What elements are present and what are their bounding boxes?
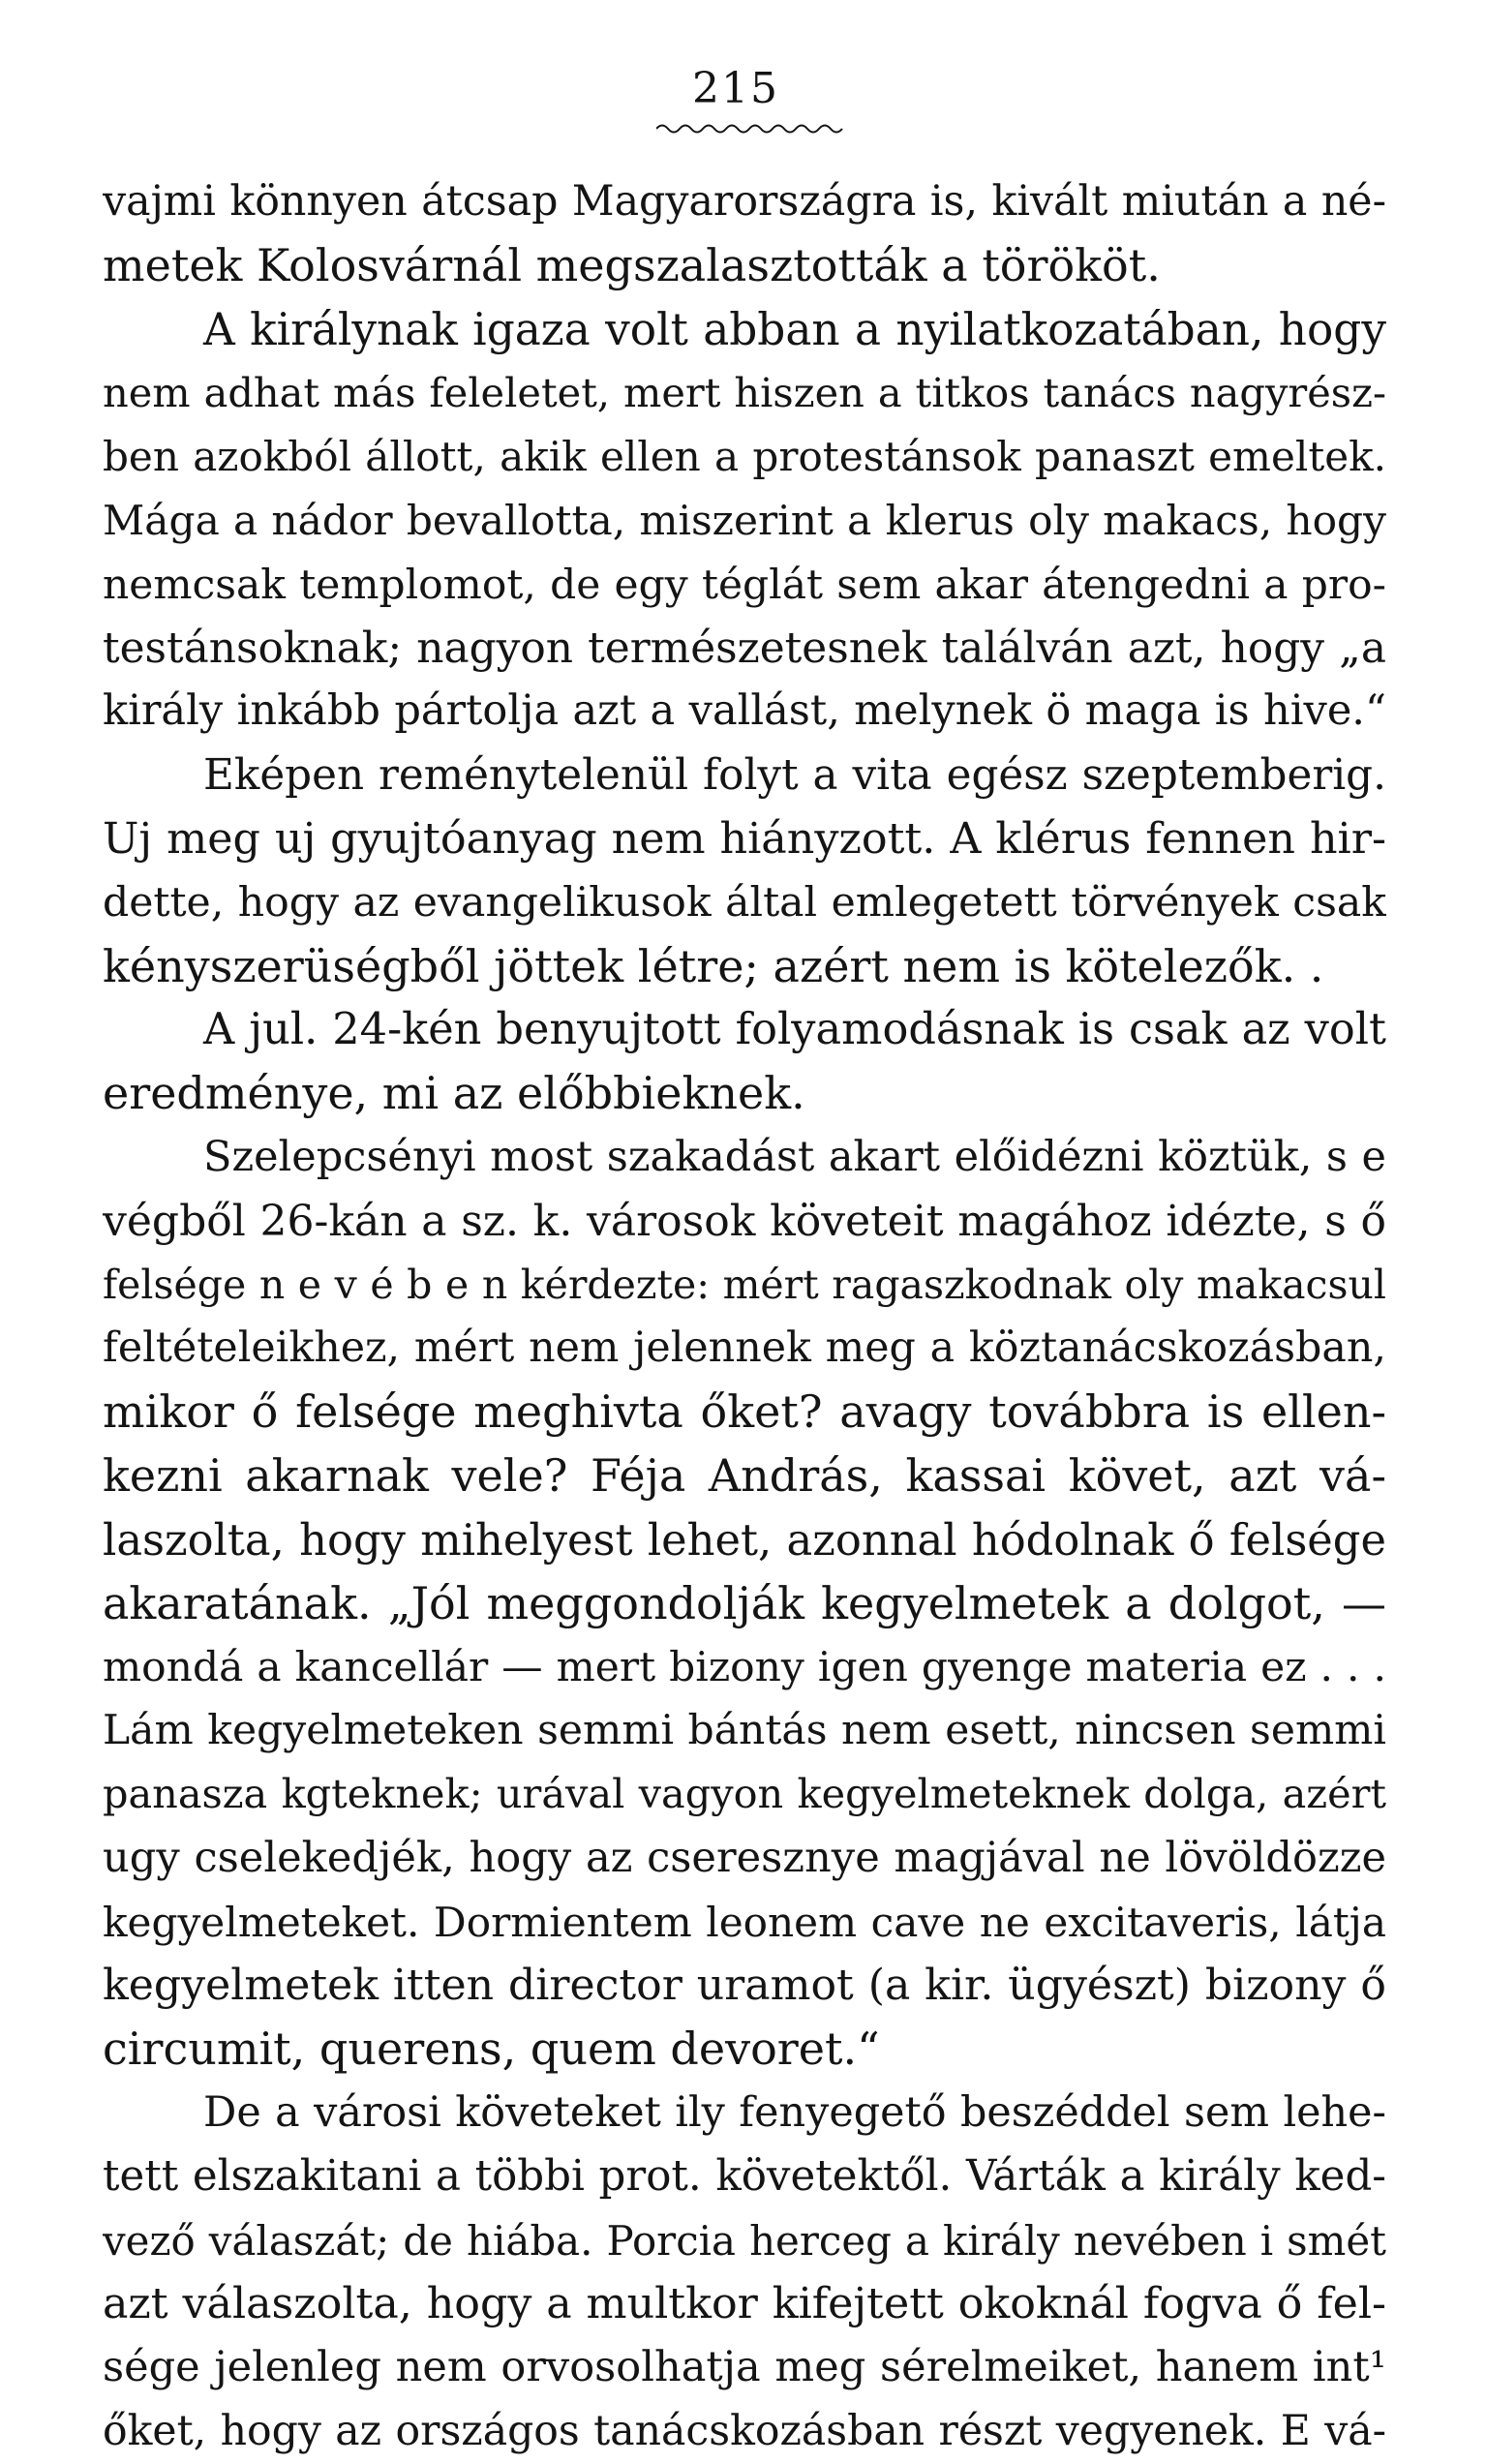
text-line: eredménye, mi az előbbieknek.	[103, 1067, 805, 1120]
text-line: A királynak igaza volt abban a nyilatkozatában, hogy	[203, 303, 1386, 355]
text-line: kényszerüségből jöttek létre; azért nem is kötelezők. .	[103, 939, 1324, 992]
text-line: laszolta, hogy mihelyest lehet, azonnal hódolnak ő felsége	[103, 1513, 1386, 1566]
text-line: circumit, querens, quem devoret.“	[103, 2023, 880, 2076]
text-line: nemcsak templomot, de egy téglát sem akar átengedni a pro-	[103, 560, 1386, 608]
text-line: őket, hogy az országos tanácskozásban részt vegyenek. E vá-	[103, 2406, 1386, 2455]
text-line: felsége n e v é b e n kérdezte: mért ragaszkodnak oly makacsul	[103, 1261, 1386, 1308]
text-line: vező válaszát; de hiába. Porcia herceg a király nevében i smét	[103, 2216, 1386, 2265]
text-line: A jul. 24-kén benyujtott folyamodásnak is csak az volt	[203, 1004, 1386, 1055]
text-line: vajmi könnyen átcsap Magyarországra is, kivált miután a né-	[103, 177, 1386, 226]
text-line: nem adhat más feleletet, mert hiszen a titkos tanács nagyrész-	[103, 369, 1386, 417]
text-line: mondá a kancellár — mert bizony igen gyenge materia ez . . .	[103, 1643, 1386, 1691]
text-line: sége jelenleg nem orvosolhatja meg sérelmeiket, hanem int¹	[103, 2343, 1386, 2392]
text-line: ugy cselekedjék, hogy az cseresznye magjával ne lövöldözze	[103, 1833, 1386, 1882]
text-line: kegyelmeteket. Dormientem leonem cave ne excitaveris, látja	[103, 1898, 1386, 1946]
text-line: végből 26-kán a sz. k. városok követeit magához idézte, s ő	[103, 1196, 1386, 1246]
text-line: akaratának. „Jól meggondolják kegyelmetek a dolgot, —	[103, 1576, 1386, 1629]
text-line: Mága a nádor bevallotta, miszerint a klerus oly makacs, hogy	[103, 496, 1386, 544]
text-line: testánsoknak; nagyon természetesnek találván azt, hogy „a	[103, 623, 1386, 673]
text-line: kegyelmetek itten director uramot (a kir. ügyészt) bizony ő	[103, 1961, 1386, 2011]
text-line: panasza kgteknek; urával vagyon kegyelmeteknek dolga, azért	[103, 1770, 1386, 1817]
text-line: metek Kolosvárnál megszalasztották a törököt.	[103, 238, 1161, 291]
text-line: Lám kegyelmeteken semmi bántás nem esett, nincsen semmi	[103, 1707, 1386, 1755]
text-line: Szelepcsényi most szakadást akart előidézni köztük, s e	[203, 1132, 1386, 1181]
page-number: 215	[692, 64, 779, 113]
text-line: De a városi követeket ily fenyegető beszéddel sem lehe-	[203, 2087, 1386, 2137]
text-line: ben azokból állott, akik ellen a protestánsok panaszt emeltek.	[103, 433, 1386, 481]
wavy-rule-ornament	[656, 122, 846, 136]
text-line: király inkább pártolja azt a vallást, melynek ö maga is hive.“	[103, 686, 1386, 736]
body-text	[103, 170, 1386, 2464]
text-line: tett elszakitani a többi prot. követektől. Várták a király ked-	[103, 2151, 1386, 2201]
text-line: Eképen reménytelenül folyt a vita egész szeptemberig.	[203, 750, 1386, 801]
text-line: mikor ő felsége meghivta őket? avagy továbbra is ellen-	[103, 1385, 1386, 1439]
text-line: Uj meg uj gyujtóanyag nem hiányzott. A klérus fennen hir-	[103, 813, 1386, 864]
text-line: feltételeikhez, mért nem jelennek meg a köztanácskozásban,	[103, 1323, 1386, 1373]
text-line: kezni akarnak vele? Féja András, kassai követ, azt vá-	[103, 1448, 1386, 1502]
text-line: dette, hogy az evangelikusok által emlegetett törvények csak	[103, 878, 1386, 927]
text-line: azt válaszolta, hogy a multkor kifejtett okoknál fogva ő fel-	[103, 2279, 1386, 2329]
